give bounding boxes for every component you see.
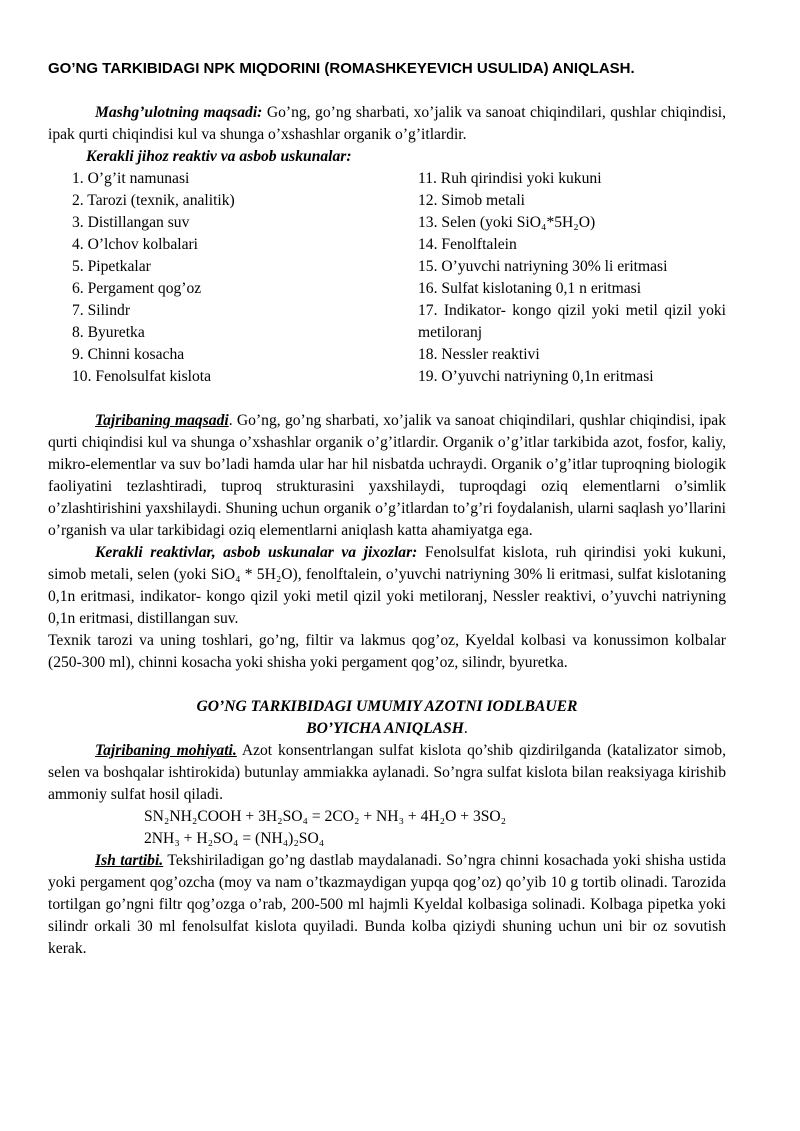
experiment-text: . Go’ng, go’ng sharbati, xo’jalik va sanoat chiqindilari, qushlar chiqindisi, ipak qurti chiqindisi kul va shunga o’xshashlar organik o’g’itlardir. Organik o’g’itlar tarkibida azot, fosfor, kaliy, mikro-elementlar va suv bo’ladi hamda ular har hil nisbatda uchraydi. Organik o’g’itlar tuproqning biologik faoliyatini tezlashtiradi, tuproq strukturasini yaxshilaydi, tuproqdagi oziq elementlarni o’simlik o’zlashtirishini yaxshilaydi. Shuning uchun organik o’g’itlardan to’g’ri foydalanish, ularni saqlash yo’llarini o’rganish va ular tarkibidagi oziq elementlarni aniqlash katta ahamiyatga ega. [48,412,726,539]
list-item: 16. Sulfat kislotaning 0,1 n eritmasi [418,280,642,297]
list-item: 2. Tarozi (texnik, analitik) [72,192,235,209]
spacer [48,388,726,410]
essence-paragraph [48,740,726,806]
list-item: 15. O’yuvchi natriyning 30% li eritmasi [418,258,668,275]
procedure-paragraph [48,850,726,960]
procedure-text: Tekshiriladigan go’ng dastlab maydalanadi. So’ngra chinni kosachada yoki shisha ustida yoki pergament qog’ozcha (moy va nam o’tkazmaydigan yupqa qog’oz) qo’yib 10 g tortib olinadi. Tarozida tortilgan go’ngni filtr qog’ozga o’rab, 200-500 ml hajmli Kyeldal kolbasiga solinadi. Kolbaga pipetka yoki silindr orkali 30 ml fenolsulfat kislota quyiladi. Bunda kolba qiziydi shuning uchun uni bir oz sovutish kerak. [48,852,726,957]
experiment-paragraph [48,410,726,542]
instruments-paragraph: Texnik tarozi va uning toshlari, go’ng, filtir va lakmus qog’oz, Kyeldal kolbasi va konussimon kolbalar (250-300 ml), chinni kosacha yoki shisha yoki pergament qog’oz, silindr, byuretka. [48,632,726,671]
list-item: 18. Nessler reaktivi [418,346,540,363]
list-item: 11. Ruh qirindisi yoki kukuni [418,170,602,187]
list-item: 19. O’yuvchi natriyning 0,1n eritmasi [418,368,654,385]
essence-text: Azot konsentrlangan sulfat kislota qo’shib qizdirilganda (katalizator simob, selen va boshqalar ishtirokida) butunlay ammiakka aylanadi. So’ngra sulfat kislota bilan reaksiyaga kirishib ammoniy sulfat hosil qiladi. [48,742,726,803]
list-item: 1. O’g’it namunasi [72,170,190,187]
list-item: 4. O’lchov kolbalari [72,236,199,253]
equation-1: SN₂NH₂COOH + 3H₂SO₄ = 2CO₂ + NH₃ + 4H₂O + 3SO₂ [144,808,507,825]
list-item: 17. Indikator- kongo qizil yoki metil qizil yoki metiloranj [418,302,726,341]
list-item: 3. Distillangan suv [72,214,190,231]
spacer [48,674,726,696]
equipment-list-left [48,168,418,388]
section-title-line1: GO’NG TARKIBIDAGI UMUMIY AZOTNI IODLBAUER [196,698,578,715]
experiment-label: Tajribaning maqsadi [95,412,229,429]
list-item: 6. Pergament qog’oz [72,280,202,297]
list-item: 14. Fenolftalein [418,236,517,253]
reagents-text: Fenolsulfat kislota, ruh qirindisi yoki kukuni, simob metali, selen (yoki SiO₄ * 5H₂O), fenolftalein, o’yuvchi natriyning 30% li eritmasi, sulfat kislotaning 0,1n eritmasi, indikator- kongo qizil yoki metil qizil yoki metiloranj, Nessler reaktivi, o’yuvchi natriyning 0,1n eritmasi, distillangan suv. [48,544,726,627]
list-item: 10. Fenolsulfat kislota [72,368,212,385]
list-item: 8. Byuretka [72,324,145,341]
list-item: 9. Chinni kosacha [72,346,185,363]
purpose-label: Mashg’ulotning maqsadi: [95,104,263,121]
section-title-line2 [48,718,726,740]
list-item: 13. Selen (yoki SiO₄*5H₂O) [418,214,596,231]
essence-label: Tajribaning mohiyati. [95,742,237,759]
list-item: 12. Simob metali [418,192,525,209]
equation-2: 2NH₃ + H₂SO₄ = (NH₄)₂SO₄ [144,830,325,847]
document-page [48,58,726,960]
spacer [48,80,726,102]
purpose-paragraph [48,102,726,146]
reagents-paragraph [48,542,726,630]
list-item: 5. Pipetkalar [72,258,151,275]
section-title-dot: . [463,720,468,737]
section-title-text: BO’YICHA ANIQLASH [306,720,464,737]
list-item: 7. Silindr [72,302,131,319]
purpose-text: Go’ng, go’ng sharbati, xo’jalik va sanoat chiqindilari, qushlar chiqindisi, ipak qurti chiqindisi kul va shunga o’xshashlar organik o’g’itlardir. [48,104,727,143]
equipment-heading: Kerakli jihoz reaktiv va asbob uskunalar: [86,148,352,165]
procedure-label: Ish tartibi. [95,852,164,869]
reagents-label: Kerakli reaktivlar, asbob uskunalar va jixozlar: [95,544,418,561]
equipment-list-right [418,168,726,388]
page-title: GO’NG TARKIBIDAGI NPK MIQDORINI (ROMASHKEYEVICH USULIDA) ANIQLASH. [48,60,635,77]
equipment-list [48,168,726,388]
